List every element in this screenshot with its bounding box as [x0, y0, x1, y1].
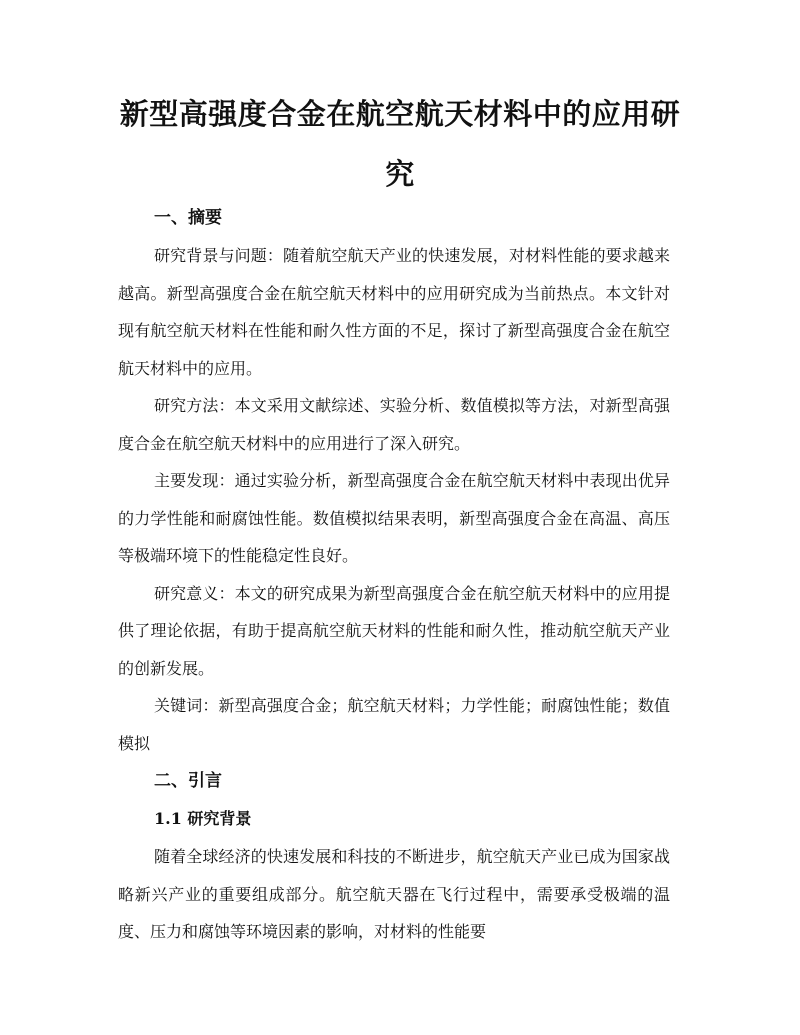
introduction-paragraph: 随着全球经济的快速发展和科技的不断进步，航空航天产业已成为国家战略新兴产业的重要组成部分。航空航天器在飞行过程中，需要承受极端的温度、压力和腐蚀等环境因素的影响，对材料的性能要 — [118, 847, 670, 941]
document-body — [118, 199, 670, 951]
keywords-paragraph: 关键词：新型高强度合金；航空航天材料；力学性能；耐腐蚀性能；数值模拟 — [118, 696, 670, 753]
research-background-subheading: 1.1 研究背景 — [154, 809, 252, 828]
abstract-heading: 一、摘要 — [154, 208, 222, 228]
abstract-background-paragraph: 研究背景与问题：随着航空航天产业的快速发展，对材料性能的要求越来越高。新型高强度合金在航空航天材料中的应用研究成为当前热点。本文针对现有航空航天材料在性能和耐久性方面的不足，探讨了新型高强度合金在航空航天材料中的应用。 — [118, 246, 670, 378]
abstract-findings-paragraph: 主要发现：通过实验分析，新型高强度合金在航空航天材料中表现出优异的力学性能和耐腐蚀性能。数值模拟结果表明，新型高强度合金在高温、高压等极端环境下的性能稳定性良好。 — [118, 471, 670, 565]
abstract-methods-paragraph: 研究方法：本文采用文献综述、实验分析、数值模拟等方法，对新型高强度合金在航空航天材料中的应用进行了深入研究。 — [118, 396, 670, 453]
page-title: 新型高强度合金在航空航天材料中的应用研究 — [119, 97, 681, 191]
introduction-heading: 二、引言 — [154, 771, 222, 791]
abstract-significance-paragraph: 研究意义：本文的研究成果为新型高强度合金在航空航天材料中的应用提供了理论依据，有助于提高航空航天材料的性能和耐久性，推动航空航天产业的创新发展。 — [118, 583, 670, 678]
